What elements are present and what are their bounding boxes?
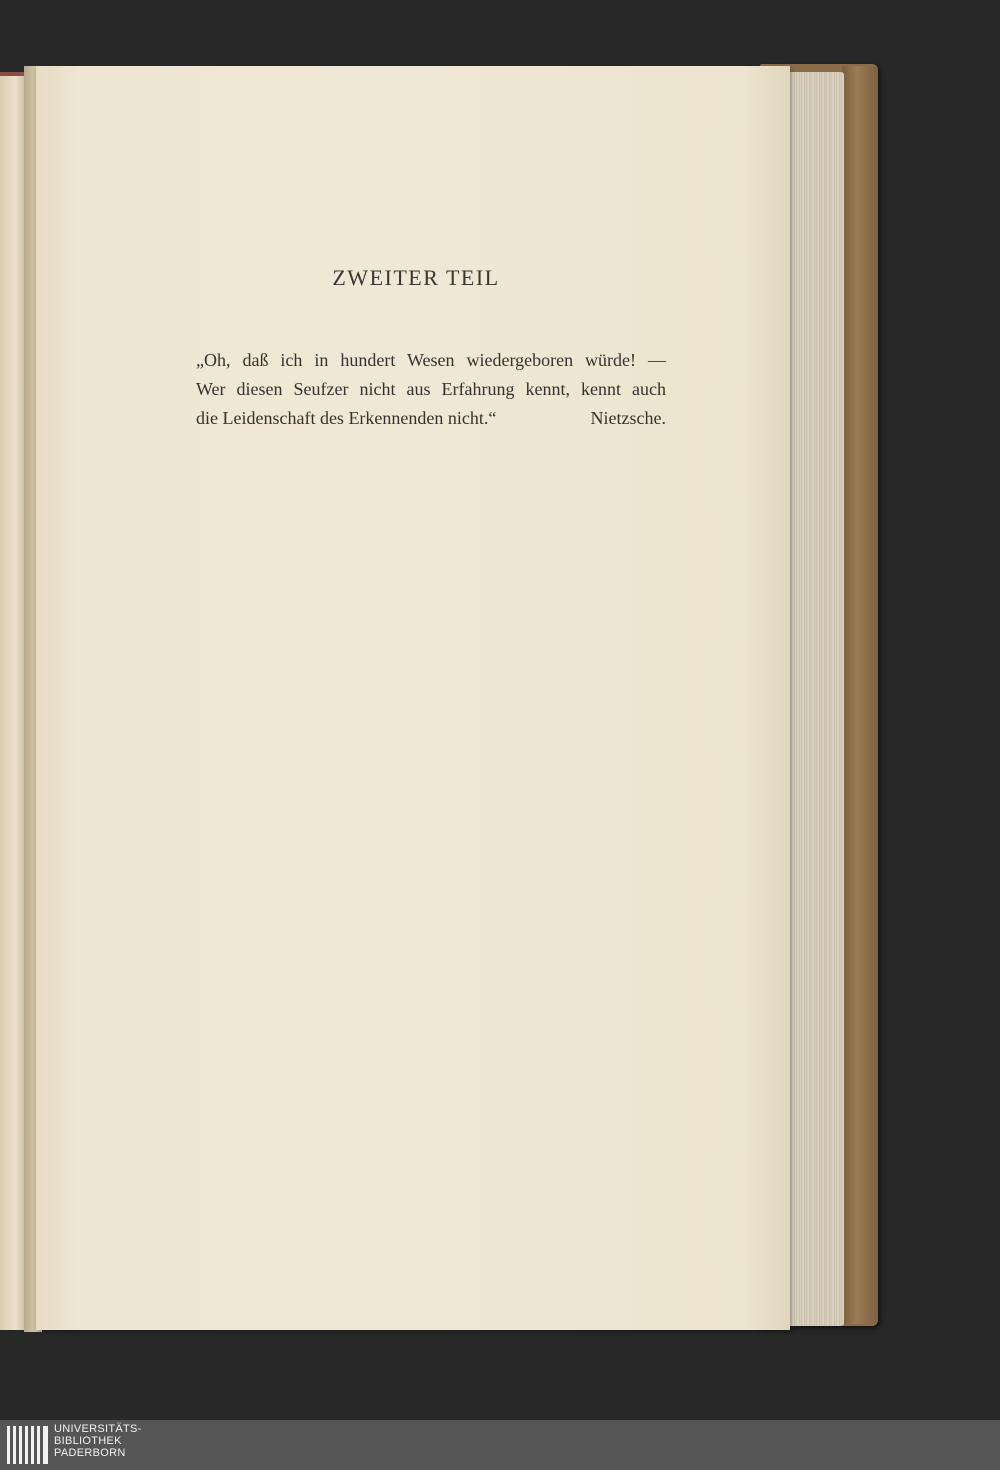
quote-line: Wer diesen Seufzer nicht aus Erfahrung kennt, kennt auch xyxy=(196,379,666,399)
footer-bar xyxy=(0,1420,1000,1470)
book-cover-edge xyxy=(842,66,878,1324)
quote-attribution: Nietzsche. xyxy=(590,408,666,428)
part-title xyxy=(36,265,790,291)
quote-last-line xyxy=(196,404,666,433)
book-page xyxy=(36,66,790,1330)
quote-line: „Oh, daß ich in hundert Wesen wiedergeboren würde! — xyxy=(196,350,666,370)
quote-line: die Leidenschaft des Erkennenden nicht.“ xyxy=(196,408,497,428)
library-name-line: BIBLIOTHEK xyxy=(54,1435,122,1447)
library-name-line: PADERBORN xyxy=(54,1447,126,1459)
library-name-line: UNIVERSITÄTS- xyxy=(54,1423,142,1435)
left-page xyxy=(0,74,26,1330)
library-name xyxy=(54,1423,142,1459)
part-title-text: ZWEITER TEIL xyxy=(332,265,500,290)
epigraph-quote xyxy=(196,346,666,433)
library-logo-icon xyxy=(6,1424,50,1466)
